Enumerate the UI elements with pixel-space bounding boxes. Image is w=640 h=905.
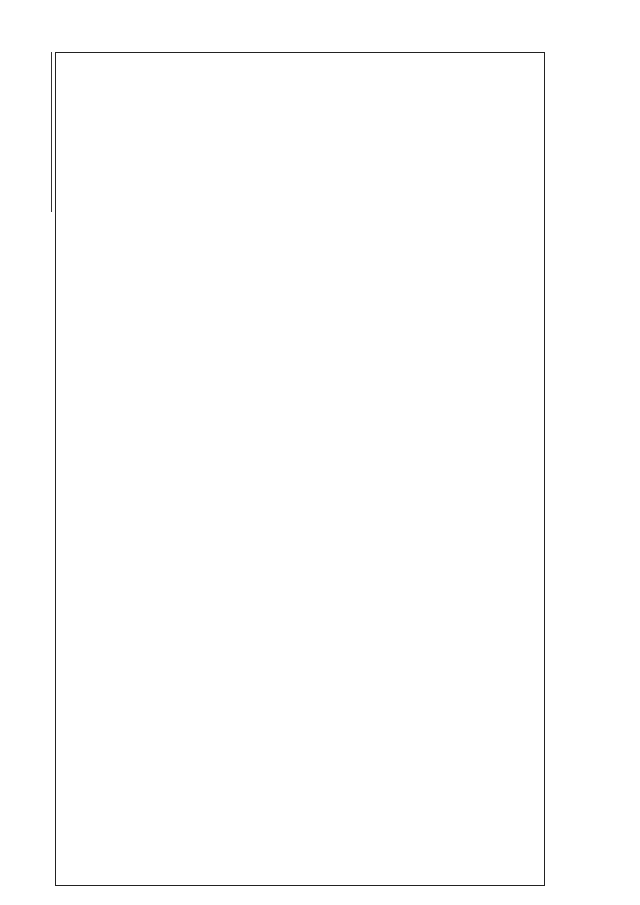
report-table	[55, 52, 545, 886]
footnote-divider	[51, 52, 52, 212]
